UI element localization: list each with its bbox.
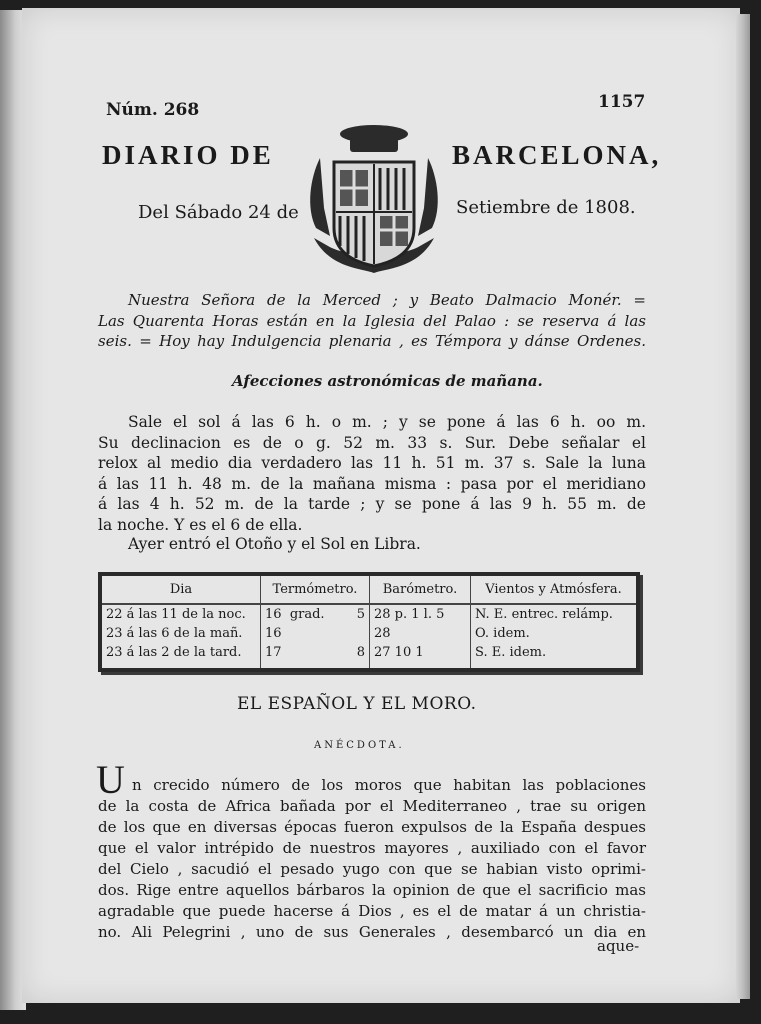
- header-barometro: Barómetro.: [370, 574, 471, 604]
- story-line: dos. Rige entre aquellos bárbaros la opinion de que el sacrificio mas: [98, 881, 646, 899]
- astronomy-line: relox al medio dia verdadero las 11 h. 51 m. 37 s. Sale la luna: [98, 454, 646, 472]
- astronomy-line: Su declinacion es de o g. 52 m. 33 s. Sur. Debe señalar el: [98, 433, 646, 452]
- date-right: Setiembre de 1808.: [456, 197, 636, 218]
- story-line: no. Ali Pelegrini , uno de sus Generales , desembarcó un dia en: [98, 923, 646, 941]
- cell-barometro: 28 p. 1 l. 5: [370, 604, 471, 624]
- term-value: 17: [265, 645, 282, 660]
- cell-termometro: [261, 604, 370, 624]
- cell-barometro: 27 10 1: [370, 643, 471, 670]
- term-value: 16: [265, 626, 282, 641]
- story-line: n crecido número de los moros que habitan las poblaciones: [132, 776, 646, 794]
- cell-vientos: S. E. idem.: [475, 645, 547, 660]
- intro-paragraph: [98, 290, 646, 352]
- astronomy-line: á las 4 h. 52 m. de la tarde ; y se pone á las 9 h. 55 m. de: [98, 495, 646, 513]
- term-fraction: 8: [356, 645, 365, 660]
- story-line: de la costa de Africa bañada por el Mediterraneo , trae su origen: [98, 797, 646, 815]
- story-line: agradable que puede hacerse á Dios , es el de matar á un christia-: [98, 902, 646, 920]
- masthead-title-right: BARCELONA,: [452, 140, 662, 170]
- astronomy-heading: Afecciones astronómicas de mañana.: [232, 372, 543, 390]
- term-unit: grad.: [289, 607, 325, 622]
- header-dia: Dia: [100, 574, 261, 604]
- drop-cap: U: [96, 757, 125, 802]
- astronomy-paragraph: [98, 412, 646, 535]
- header-vientos: Vientos y Atmósfera.: [471, 574, 639, 604]
- table-row: [100, 643, 638, 670]
- weather-table: [98, 572, 640, 672]
- story-paragraph: [98, 775, 646, 943]
- story-title: EL ESPAÑOL Y EL MORO.: [237, 694, 477, 714]
- story-subtitle: ANÉCDOTA.: [314, 740, 405, 751]
- coat-of-arms-icon: [300, 118, 448, 276]
- autumn-note: Ayer entró el Otoño y el Sol en Libra.: [128, 535, 421, 553]
- astronomy-line: á las 11 h. 48 m. de la mañana misma : pasa por el meridiano: [98, 474, 646, 493]
- cell-dia: 23 á las 6 de la mañ.: [100, 624, 261, 643]
- issue-number: Núm. 268: [106, 100, 200, 120]
- cell-vientos: O. idem.: [475, 626, 530, 641]
- intro-line: Las Quarenta Horas están en la Iglesia del Palao : se reserva á las: [98, 311, 646, 330]
- cell-termometro: [261, 624, 370, 643]
- date-left: Del Sábado 24 de: [138, 202, 299, 223]
- cell-barometro: 28: [370, 624, 471, 643]
- story-line: del Cielo , sacudió el pesado yugo con que se habian visto oprimi-: [98, 860, 646, 878]
- table-row: [100, 624, 638, 643]
- story-line: que el valor intrépido de nuestros mayores , auxiliado con el favor: [98, 839, 646, 857]
- cell-dia: 22 á las 11 de la noc.: [100, 604, 261, 624]
- table-row: [100, 604, 638, 624]
- cell-vientos: N. E. entrec. relámp.: [475, 607, 613, 622]
- cell-termometro: [261, 643, 370, 670]
- intro-line: seis. = Hoy hay Indulgencia plenaria , es Témpora y dánse Ordenes.: [98, 332, 646, 350]
- masthead-title-left: DIARIO DE: [102, 140, 274, 170]
- term-fraction: 5: [356, 607, 365, 622]
- story-line: de los que en diversas épocas fueron expulsos de la España despues: [98, 818, 646, 836]
- page-number: 1157: [598, 92, 646, 112]
- astronomy-line: Sale el sol á las 6 h. o m. ; y se pone á las 6 h. oo m.: [128, 413, 646, 431]
- table-header-row: [100, 574, 638, 604]
- cell-dia: 23 á las 2 de la tard.: [100, 643, 261, 670]
- page-edge-right: [736, 14, 750, 999]
- astronomy-line: la noche. Y es el 6 de ella.: [98, 515, 303, 534]
- intro-line: Nuestra Señora de la Merced ; y Beato Dalmacio Monér. =: [128, 291, 646, 309]
- catchword: aque-: [597, 937, 640, 955]
- header-termometro: Termómetro.: [261, 574, 370, 604]
- term-value: 16: [265, 607, 282, 622]
